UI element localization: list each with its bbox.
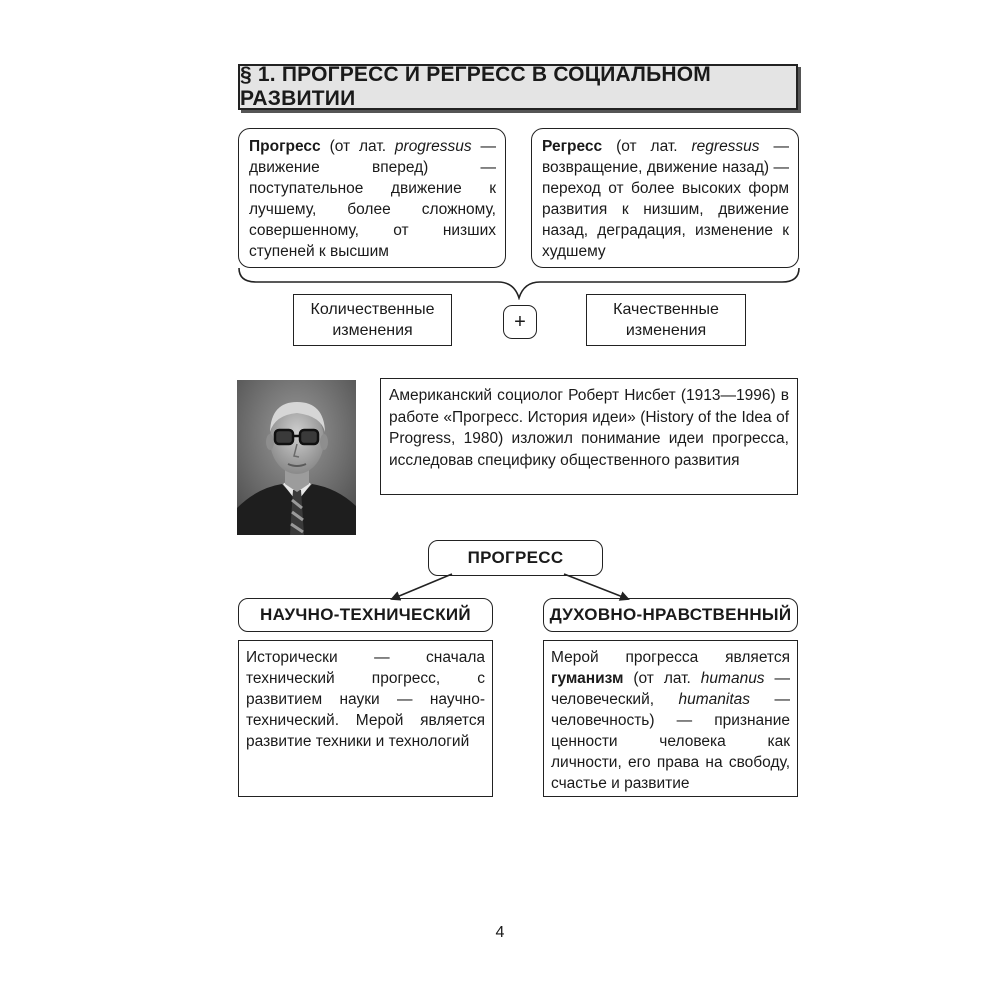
progress-term: Прогресс: [249, 138, 321, 155]
page-title: § 1. ПРОГРЕСС И РЕГРЕСС В СОЦИАЛЬНОМ РАЗВИТИИ: [238, 64, 798, 110]
quantitative-changes-box: [293, 294, 452, 346]
regress-term: Регресс: [542, 138, 603, 155]
humanism-term: гуманизм: [551, 670, 624, 687]
spiritual-moral-text-box: [543, 640, 798, 797]
progress-latin: progressus: [394, 138, 472, 155]
spiritual-moral-text-1: Мерой прогресса является: [551, 649, 790, 666]
spiritual-moral-text-4: — человечность) — признание ценности человека как личности, его права на свободу, счастье и развитие: [551, 691, 791, 792]
qualitative-changes-label: Качественные изменения: [613, 301, 719, 339]
qualitative-changes-box: [586, 294, 746, 346]
nisbet-info-text: Американский социолог Роберт Нисбет (1913—1996) в работе «Прогресс. История идеи» (History of the Idea of Progress, 1980) изложил понимание идеи прогресса, исследовав специфику общественного развития: [389, 387, 789, 469]
quantitative-changes-label: Количественные изменения: [310, 301, 435, 339]
latin-humanitas: humanitas: [678, 691, 751, 708]
nisbet-info-box: [380, 378, 798, 495]
scientific-technical-text-box: [238, 640, 493, 797]
portrait-photo: [237, 380, 356, 535]
spiritual-moral-heading-box: [543, 598, 798, 632]
progress-def-rest: — движение вперед) — поступательное движение к лучшему, более сложному, совершенному, от низших ступеней к высшим: [249, 138, 496, 260]
scientific-technical-heading: НАУЧНО-ТЕХНИЧЕСКИЙ: [260, 605, 471, 624]
arrow-right: [564, 574, 628, 599]
spiritual-moral-text-3: — человеческий,: [551, 670, 790, 708]
latin-humanus: humanus: [700, 670, 765, 687]
scientific-technical-text: Исторически — сначала технический прогресс, с развитием науки — научно-технический. Мерой является развитие техники и технологий: [246, 649, 485, 750]
progress-heading: ПРОГРЕСС: [467, 548, 564, 567]
arrow-left: [392, 574, 452, 599]
regress-def-rest: — возвращение, движение назад) — переход от более высоких форм развития к низшим, движение назад, деградация, изменение к худшему: [542, 138, 789, 260]
portrait-illustration: [237, 380, 356, 535]
plus-sign: +: [514, 310, 526, 333]
page-number: 4: [495, 924, 505, 941]
progress-definition-box: [238, 128, 506, 268]
regress-latin: regressus: [691, 138, 760, 155]
spiritual-moral-text-2: (от лат.: [623, 670, 701, 687]
regress-def-pre: (от лат.: [602, 138, 692, 155]
scientific-technical-heading-box: [238, 598, 493, 632]
spiritual-moral-heading: ДУХОВНО-НРАВСТВЕННЫЙ: [549, 605, 792, 624]
regress-definition-box: [531, 128, 799, 268]
progress-def-pre: (от лат.: [320, 138, 395, 155]
plus-sign-box: [503, 305, 537, 339]
